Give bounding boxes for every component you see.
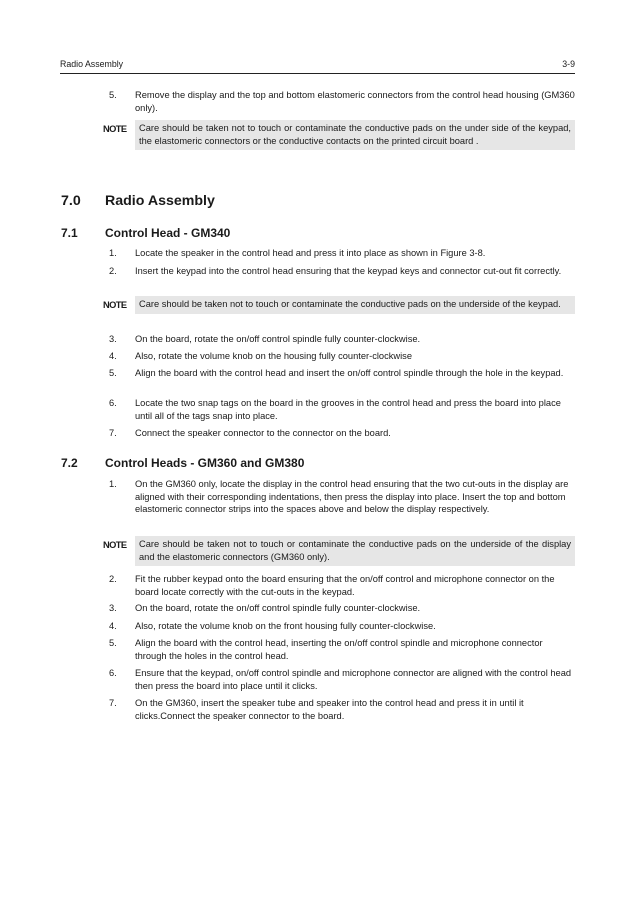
step-number: 7.	[109, 428, 117, 438]
step-text: Insert the keypad into the control head ensuring that the keypad keys and connector cut-out fit correctly.	[135, 266, 562, 276]
note-label: NOTE	[103, 540, 127, 550]
subsection-title: Control Heads - GM360 and GM380	[105, 456, 305, 470]
step-text: Locate the speaker in the control head and press it into place as shown in Figure 3-8.	[135, 248, 486, 258]
note-text: Care should be taken not to touch or contaminate the conductive pads on the under side of the keypad, the elastomeric connectors or the conductive contacts on the printed circuit board .	[135, 120, 575, 150]
step-number: 4.	[109, 621, 117, 631]
step-text: Also, rotate the volume knob on the front housing fully counter-clockwise.	[135, 621, 436, 631]
step-number: 3.	[109, 334, 117, 344]
subsection-number: 7.2	[61, 456, 78, 470]
header-rule	[60, 73, 575, 74]
step-text: Fit the rubber keypad onto the board ensuring that the on/off control and microphone connector on the board locate correctly with the cut-outs in the keypad.	[135, 574, 555, 597]
note-label: NOTE	[103, 124, 127, 134]
step-number: 5.	[109, 638, 117, 648]
step-text: Ensure that the keypad, on/off control spindle and microphone connector are aligned with the control head then press the board into place until it clicks.	[135, 668, 572, 691]
step-text: Remove the display and the top and bottom elastomeric connectors from the control head housing (GM360 only).	[135, 90, 575, 113]
note-text: Care should be taken not to touch or contaminate the conductive pads on the underside of the keypad.	[135, 296, 575, 314]
page-header	[60, 57, 575, 73]
step-number: 5.	[109, 90, 117, 100]
step-text: Align the board with the control head, inserting the on/off control spindle and microphone connector through the holes in the control head.	[135, 638, 543, 661]
step-text: Connect the speaker connector to the connector on the board.	[135, 428, 391, 438]
step-text: Align the board with the control head and insert the on/off control spindle through the hole in the keypad.	[135, 368, 564, 378]
step-number: 2.	[109, 266, 117, 276]
step-number: 1.	[109, 479, 117, 489]
section-number: 7.0	[61, 193, 81, 209]
step-text: On the GM360 only, locate the display in the control head ensuring that the two cut-outs in the display are aligned with their corresponding indentations, then press the display into place. Insert the top and bottom elastomeric connector strips into the spaces above and below the display respectively.	[135, 479, 569, 515]
subsection-number: 7.1	[61, 226, 78, 240]
step-number: 3.	[109, 603, 117, 613]
step-number: 1.	[109, 248, 117, 258]
step-text: Also, rotate the volume knob on the housing fully counter-clockwise	[135, 351, 412, 361]
step-number: 6.	[109, 668, 117, 678]
step-text: On the board, rotate the on/off control spindle fully counter-clockwise.	[135, 603, 421, 613]
step-number: 2.	[109, 574, 117, 584]
step-text: On the GM360, insert the speaker tube and speaker into the control head and press it in until it clicks.Connect the speaker connector to the board.	[135, 698, 524, 721]
step-text: On the board, rotate the on/off control spindle fully counter-clockwise.	[135, 334, 421, 344]
header-title: Radio Assembly	[60, 59, 124, 69]
note-text: Care should be taken not to touch or contaminate the conductive pads on the underside of the display and the elastomeric connectors (GM360 only).	[135, 536, 575, 566]
subsection-title: Control Head - GM340	[105, 226, 231, 240]
step-number: 7.	[109, 698, 117, 708]
note-label: NOTE	[103, 300, 127, 310]
step-number: 4.	[109, 351, 117, 361]
page-number: 3-9	[562, 59, 575, 69]
step-text: Locate the two snap tags on the board in the grooves in the control head and press the board into place until all of the tags snap into place.	[135, 398, 561, 421]
section-title: Radio Assembly	[105, 193, 215, 209]
step-number: 6.	[109, 398, 117, 408]
step-number: 5.	[109, 368, 117, 378]
